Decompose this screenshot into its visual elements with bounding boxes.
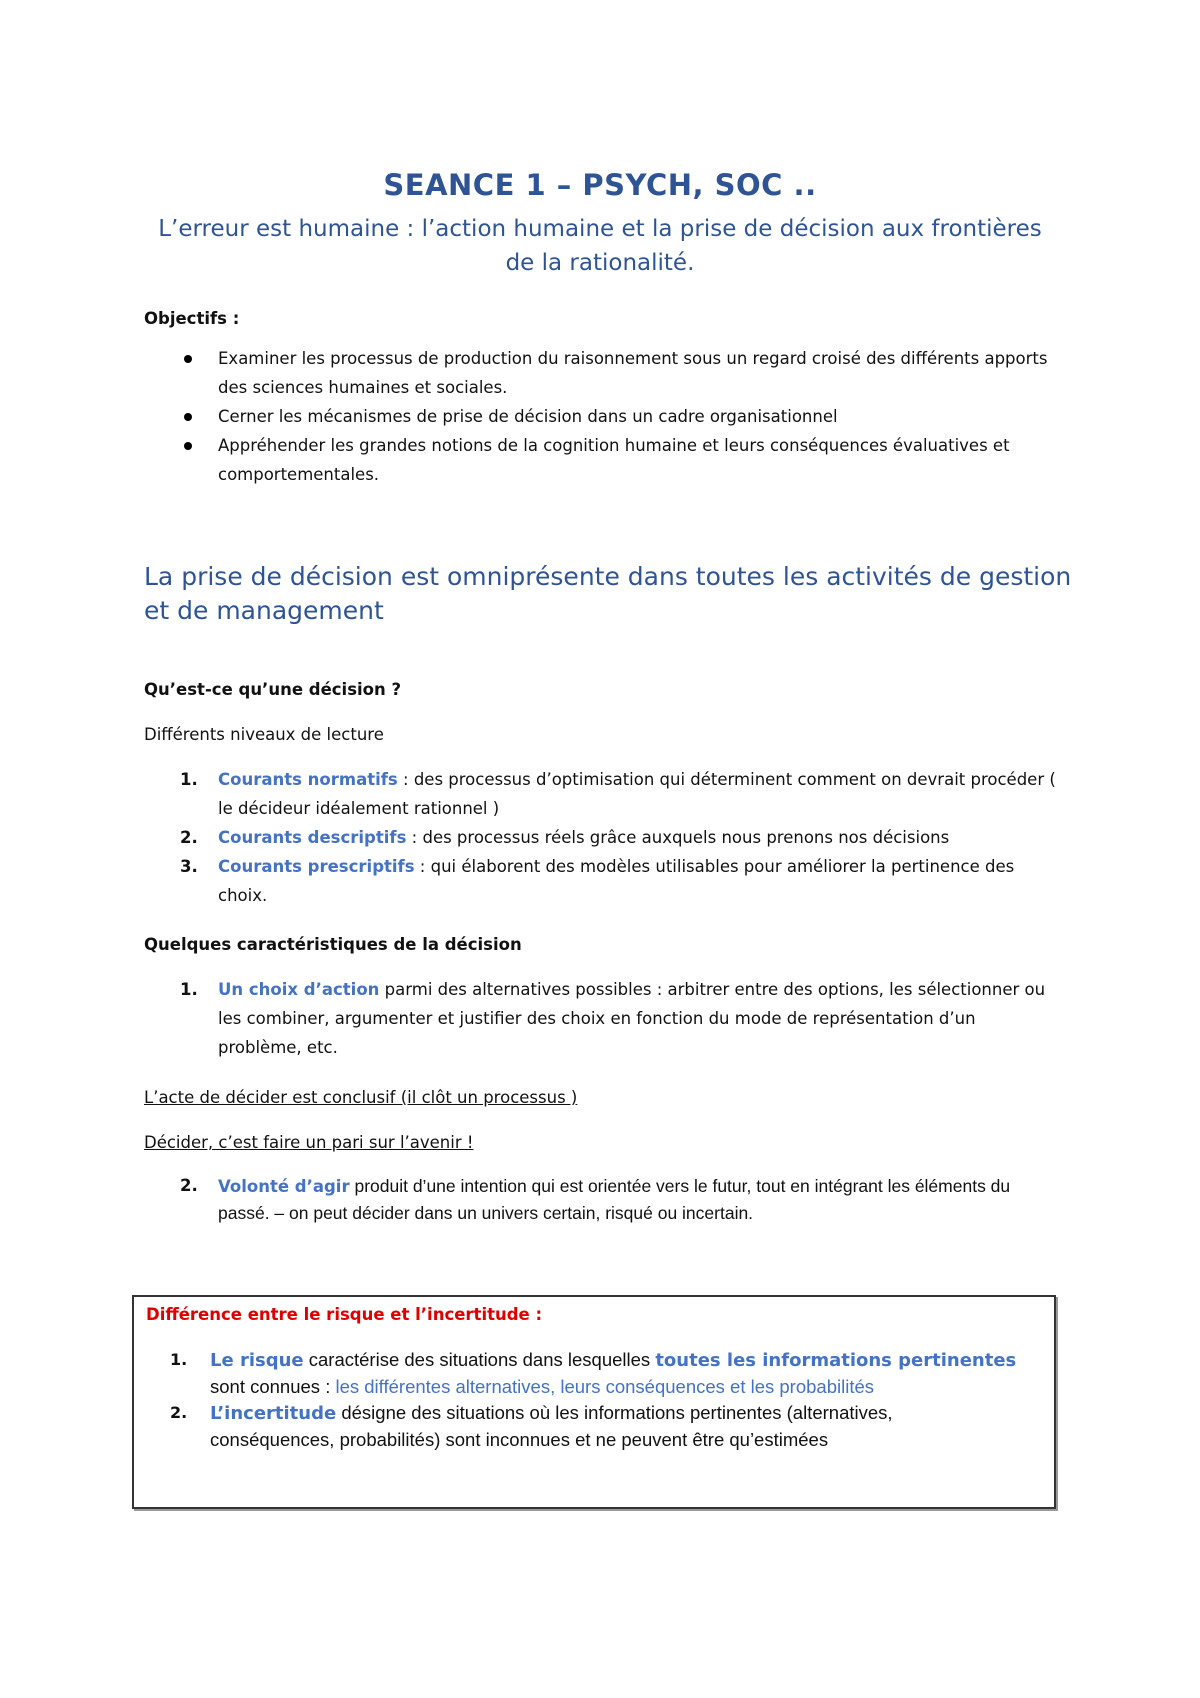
caracteristique-description: parmi des alternatives possibles : arbitrer entre des options, les sélectionner ou les combiner, argumenter et justifier des choix en fonction du mode de représentation d’un problème, etc. <box>218 980 1046 1057</box>
list-number: 2. <box>170 1403 188 1422</box>
page-title: SEANCE 1 – PSYCH, SOC .. <box>383 168 817 202</box>
list-number: 2. <box>180 1176 198 1195</box>
caracteristiques-heading: Quelques caractéristiques de la décision <box>144 935 522 954</box>
courant-term: Courants normatifs <box>218 770 398 789</box>
list-item <box>160 344 1060 402</box>
objectif-text: Appréhender les grandes notions de la cognition humaine et leurs conséquences évaluatives et comportementales. <box>218 436 1010 484</box>
caracteristique-term: Volonté d’agir <box>218 1177 350 1196</box>
caracteristique-description: produit d’une intention qui est orientée vers le futur, tout en intégrant les éléments du passé. – on peut décider dans un univers certain, risqué ou incertain. <box>218 1176 1011 1223</box>
courant-term: Courants descriptifs <box>218 828 407 847</box>
list-number: 2. <box>180 828 198 847</box>
question-heading: Qu’est-ce qu’une décision ? <box>144 680 402 699</box>
courant-description: : des processus réels grâce auxquels nous prenons nos décisions <box>406 828 950 847</box>
list-number: 1. <box>180 980 198 999</box>
objectifs-list <box>160 344 1060 489</box>
list-item <box>160 823 1060 852</box>
risque-term: Le risque <box>210 1350 304 1371</box>
objectif-text: Examiner les processus de production du raisonnement sous un regard croisé des différents apports des sciences humaines et sociales. <box>218 349 1048 397</box>
list-item <box>160 431 1060 489</box>
courants-list <box>160 765 1060 910</box>
objectif-text: Cerner les mécanismes de prise de décision dans un cadre organisationnel <box>218 407 838 426</box>
objectifs-label: Objectifs : <box>144 309 240 328</box>
risque-description-2: sont connues : <box>210 1376 336 1397</box>
page-subtitle: L’erreur est humaine : l’action humaine et la prise de décision aux frontières de la rationalité. <box>158 216 1042 276</box>
incertitude-description: désigne des situations où les informations pertinentes (alternatives, conséquences, probabilités) sont inconnues et ne peuvent être qu’estimées <box>210 1402 893 1450</box>
list-item <box>162 1400 1022 1453</box>
list-number: 1. <box>180 770 198 789</box>
underlined-statement-2: Décider, c’est faire un pari sur l’avenir ! <box>144 1133 474 1152</box>
bullet-icon <box>184 355 192 363</box>
bullet-icon <box>184 413 192 421</box>
underlined-statement-1: L’acte de décider est conclusif (il clôt un processus ) <box>144 1088 578 1107</box>
incertitude-term: L’incertitude <box>210 1403 337 1424</box>
courant-term: Courants prescriptifs <box>218 857 415 876</box>
list-item <box>160 765 1060 823</box>
box-list <box>162 1347 1022 1453</box>
caracteristiques-list <box>160 975 1060 1062</box>
risque-description: caractérise des situations dans lesquelles <box>303 1349 656 1370</box>
list-item <box>160 1173 1060 1226</box>
caracteristique-term: Un choix d’action <box>218 980 380 999</box>
list-item <box>162 1347 1022 1400</box>
courant-description: : qui élaborent des modèles utilisables pour améliorer la pertinence des choix. <box>218 857 1015 905</box>
list-item <box>160 402 1060 431</box>
box-title: Différence entre le risque et l’incertitude : <box>146 1305 543 1324</box>
list-item <box>160 975 1060 1062</box>
courant-description: : des processus d’optimisation qui déterminent comment on devrait procéder ( le décideur idéalement rationnel ) <box>218 770 1056 818</box>
bullet-icon <box>184 442 192 450</box>
caracteristiques-list-2 <box>160 1173 1060 1226</box>
risque-emphasis: toutes les informations pertinentes <box>655 1350 1017 1371</box>
section-heading: La prise de décision est omniprésente dans toutes les activités de gestion et de management <box>144 562 1072 625</box>
list-item <box>160 852 1060 910</box>
list-number: 3. <box>180 857 198 876</box>
niveaux-label: Différents niveaux de lecture <box>144 725 384 744</box>
risk-uncertainty-box <box>132 1295 1056 1509</box>
list-number: 1. <box>170 1350 188 1369</box>
risque-details: les différentes alternatives, leurs conséquences et les probabilités <box>335 1376 875 1397</box>
